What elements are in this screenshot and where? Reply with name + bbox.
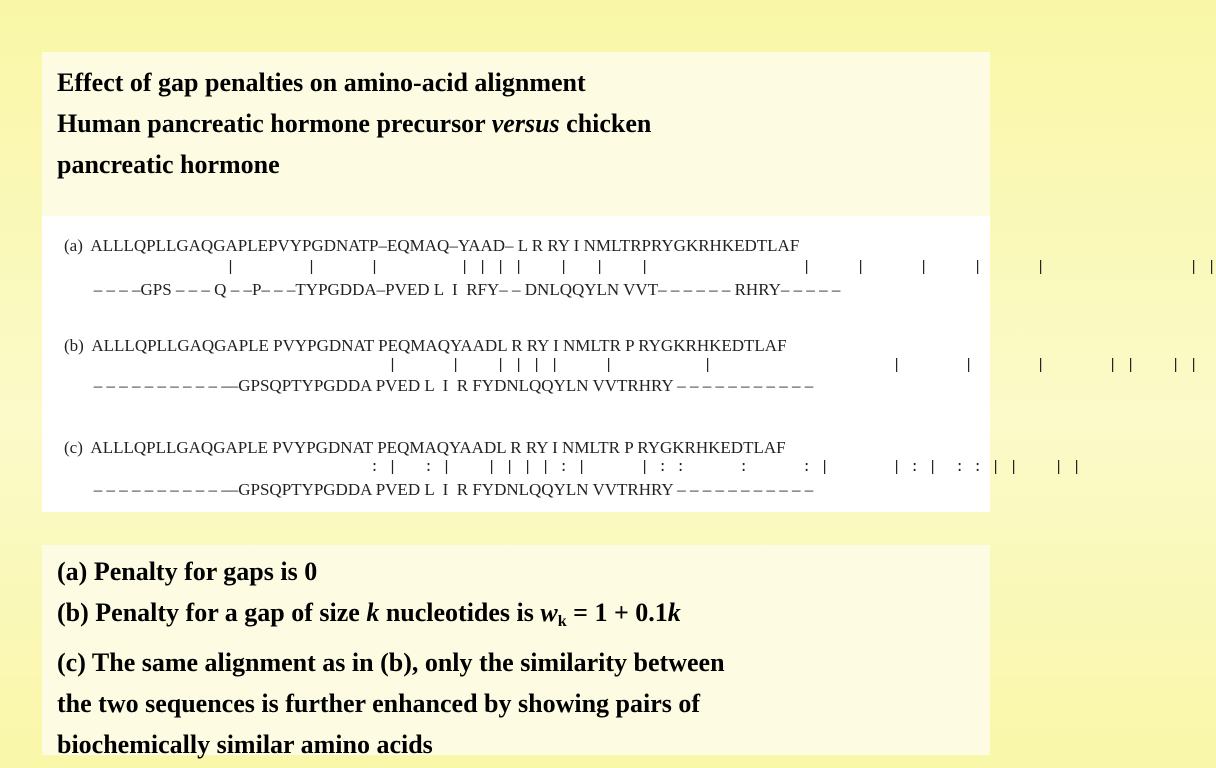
caption-b-subscript: k — [557, 613, 567, 630]
caption-panel — [42, 545, 990, 759]
caption-c-line-1: (c) The same alignment as in (b), only the similarity between — [57, 648, 725, 677]
caption-b — [57, 592, 980, 642]
caption — [57, 551, 980, 765]
caption-b-w: w — [540, 598, 558, 627]
alignment-a-match-marks: | | | | | | | | | | | | | | | | | — [64, 259, 1216, 276]
alignment-c-human-seq: (c) ALLLQPLLGAQGAPLE PVYPGDNAT PEQMAQYAADL R RY I NMLTR P RYGKRHKEDTLAF — [64, 438, 786, 457]
caption-b-k2: k — [667, 598, 681, 627]
caption-a: (a) Penalty for gaps is 0 — [57, 557, 318, 586]
alignment-a-human-seq: (a) ALLLQPLLGAQGAPLEPVYPGDNATP–EQMAQ–YAAD– L R RY I NMLTRPRYGKRHKEDTLAF — [64, 236, 800, 255]
title-line-2-end: chicken — [559, 109, 652, 138]
alignment-b-human-seq: (b) ALLLQPLLGAQGAPLE PVYPGDNAT PEQMAQYAADL R RY I NMLTR P RYGKRHKEDTLAF — [64, 336, 787, 355]
alignment-c-match-marks: : | : | | | | | : | | : : : : | | : | : : | | | | — [64, 459, 1082, 476]
caption-c-line-2: the two sequences is further enhanced by showing pairs of — [57, 689, 701, 718]
alignment-a-chicken-seq: – – – –GPS – – – Q – –P– – –TYPGDDA–PVED L I RFY– – DNLQQYLN VVT– – – – – – RHRY– – – – – — [64, 280, 841, 299]
alignment-b-chicken-seq: – – – – – – – – – – ––GPSQPTYPGDDA PVED L I R FYDNLQQYLN VVTRHRY – – – – – – – – – – – — [64, 376, 814, 395]
title-panel — [42, 52, 990, 216]
title-versus: versus — [491, 109, 560, 138]
title-line-2 — [57, 103, 980, 144]
title-line-1: Effect of gap penalties on amino-acid alignment — [57, 68, 586, 97]
title-line-2-start: Human pancreatic hormone precursor — [57, 109, 492, 138]
slide-title — [57, 62, 980, 185]
caption-b-k: k — [366, 598, 380, 627]
alignment-figure — [42, 216, 1216, 512]
alignment-b-match-marks: | | | | | | | | | | | | | | | — [64, 357, 1199, 374]
title-line-3: pancreatic hormone — [57, 150, 280, 179]
alignment-c-chicken-seq: – – – – – – – – – – ––GPSQPTYPGDDA PVED L I R FYDNLQQYLN VVTRHRY – – – – – – – – – – – — [64, 480, 814, 499]
caption-b-start: (b) Penalty for a gap of size — [57, 598, 367, 627]
caption-b-eq: = 1 + 0.1 — [566, 598, 668, 627]
caption-c-line-3: biochemically similar amino acids — [57, 730, 433, 759]
caption-b-mid: nucleotides is — [379, 598, 541, 627]
